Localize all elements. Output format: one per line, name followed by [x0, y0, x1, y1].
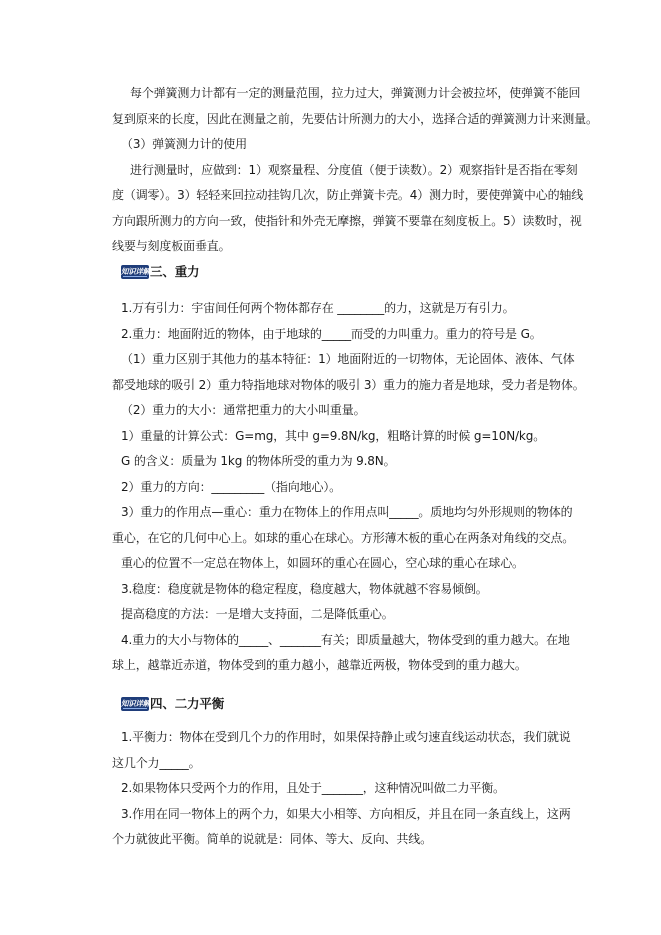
knowledge-badge: 知识详解	[121, 697, 149, 711]
paragraph-line: 方向跟所测力的方向一致，使指针和外壳无摩擦，弹簧不要靠在刻度板上。5）读数时，视	[112, 214, 582, 228]
paragraph-line: 都受地球的吸引 2）重力特指地球对物体的吸引 3）重力的施力者是地球，受力者是物体。	[112, 378, 585, 392]
paragraph-line: 个力就彼此平衡。简单的说就是：同体、等大、反向、共线。	[112, 832, 432, 846]
paragraph-line: （1）重力区别于其他力的基本特征：1）地面附近的一切物体，无论固体、液体、气体	[121, 352, 575, 366]
paragraph-line: 每个弹簧测力计都有一定的测量范围，拉力过大，弹簧测力计会被拉坏，使弹簧不能回	[130, 86, 581, 100]
section-title: 三、重力	[150, 264, 200, 279]
paragraph-line: 度（调零）。3）轻轻来回拉动挂钩几次，防止弹簧卡壳。4）测力时，要使弹簧中心的轴线	[112, 188, 584, 202]
paragraph-line: 3.作用在同一物体上的两个力，如果大小相等、方向相反，并且在同一条直线上，这两	[121, 807, 571, 821]
paragraph-line: 重心的位置不一定总在物体上，如圆环的重心在圆心，空心球的重心在球心。	[121, 556, 524, 570]
paragraph-line: 3）重力的作用点—重心：重力在物体上的作用点叫_____。质地均匀外形规则的物体的	[121, 505, 573, 519]
paragraph-line: 线要与刻度板面垂直。	[112, 239, 231, 253]
section-title: 四、二力平衡	[150, 696, 225, 711]
knowledge-badge: 知识详解	[121, 265, 149, 279]
paragraph-line: 2.如果物体只受两个力的作用，且处于_______，这种情况叫做二力平衡。	[121, 781, 505, 795]
paragraph-line: G 的含义：质量为 1kg 的物体所受的重力为 9.8N。	[121, 454, 396, 468]
paragraph-line: （3）弹簧测力计的使用	[121, 137, 247, 151]
paragraph-line: 3.稳度：稳度就是物体的稳定程度，稳度越大，物体就越不容易倾倒。	[121, 582, 488, 596]
paragraph-line: 这几个力_____。	[112, 756, 201, 770]
paragraph-line: （2）重力的大小：通常把重力的大小叫重量。	[121, 403, 366, 417]
paragraph-line: 1.平衡力：物体在受到几个力的作用时，如果保持静止或匀速直线运动状态，我们就说	[121, 730, 571, 744]
paragraph-line: 进行测量时，应做到：1）观察量程、分度值（便于读数）。2）观察指针是否指在零刻	[130, 163, 578, 177]
paragraph-line: 提高稳度的方法：一是增大支持面，二是降低重心。	[121, 607, 394, 621]
paragraph-line: 2.重力：地面附近的物体，由于地球的_____而受的力叫重力。重力的符号是 G。	[121, 327, 542, 341]
paragraph-line: 1）重量的计算公式：G=mg，其中 g=9.8N/kg，粗略计算的时候 g=10N/kg。	[121, 429, 546, 443]
paragraph-line: 2）重力的方向：_________（指向地心）。	[121, 480, 342, 494]
paragraph-line: 1.万有引力：宇宙间任何两个物体都存在 ________的力，这就是万有引力。	[121, 301, 515, 315]
paragraph-line: 球上，越靠近赤道，物体受到的重力越小，越靠近两极，物体受到的重力越大。	[112, 658, 527, 672]
paragraph-line: 复到原来的长度，因此在测量之前，先要估计所测力的大小，选择合适的弹簧测力计来测量。	[112, 112, 598, 126]
paragraph-line: 4.重力的大小与物体的_____、_______有关；即质量越大，物体受到的重力越大。在地	[121, 633, 570, 647]
paragraph-line: 重心，在它的几何中心上。如球的重心在球心。方形薄木板的重心在两条对角线的交点。	[112, 531, 575, 545]
